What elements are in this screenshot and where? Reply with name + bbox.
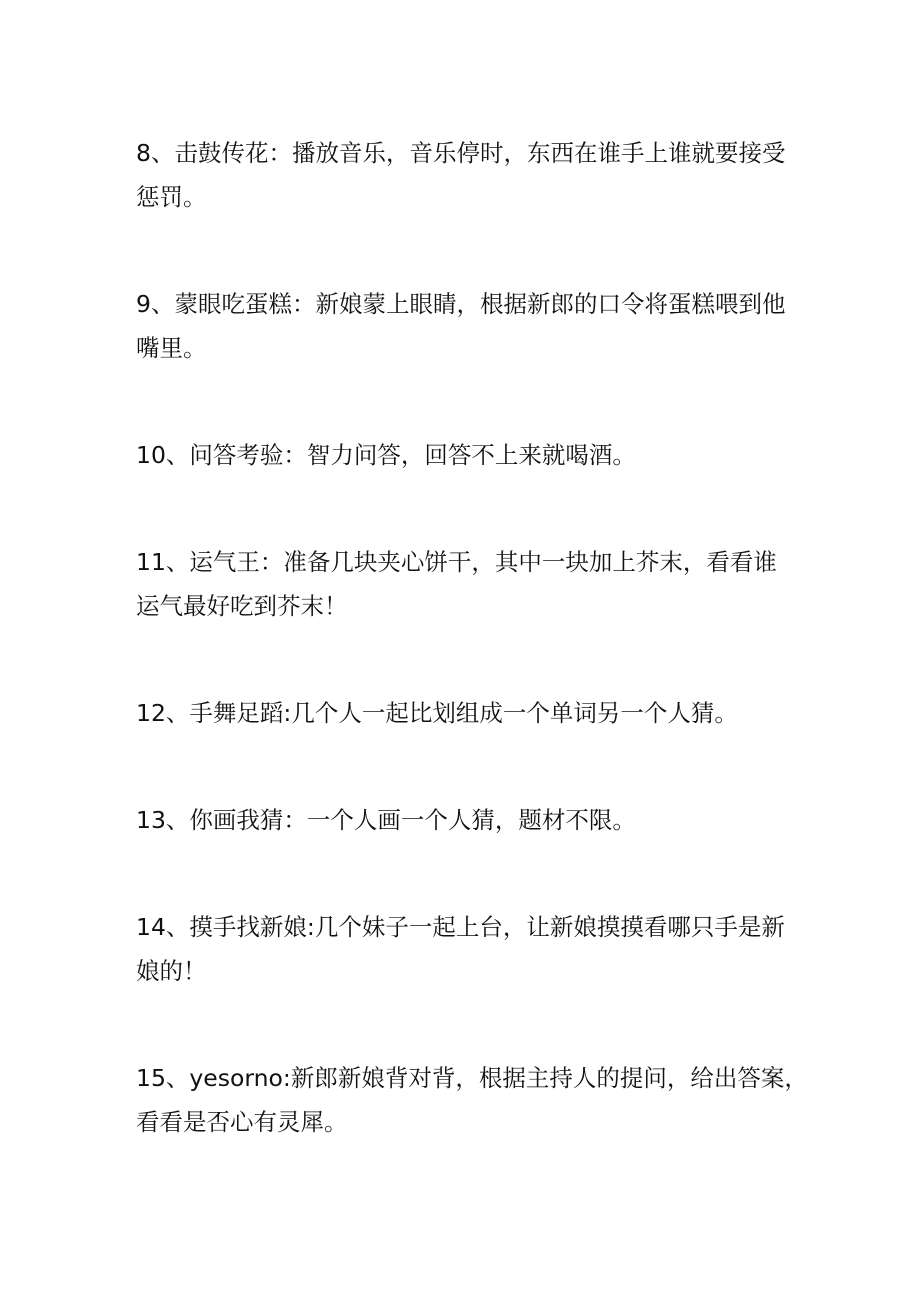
item-text-line: 娘的！ bbox=[136, 957, 207, 985]
list-item bbox=[136, 691, 816, 735]
list-item bbox=[136, 540, 816, 628]
item-text-line: 8、击鼓传花：播放音乐，音乐停时，东西在谁手上谁就要接受 bbox=[136, 139, 786, 167]
item-text-line: 9、蒙眼吃蛋糕：新娘蒙上眼睛，根据新郎的口令将蛋糕喂到他 bbox=[136, 290, 786, 318]
item-text-line: 嘴里。 bbox=[136, 334, 207, 362]
item-text-line: 14、摸手找新娘:几个妹子一起上台，让新娘摸摸看哪只手是新 bbox=[136, 913, 785, 941]
list-item bbox=[136, 131, 816, 219]
item-text-line: 惩罚。 bbox=[136, 183, 207, 211]
item-text-line: 12、手舞足蹈:几个人一起比划组成一个单词另一个人猜。 bbox=[136, 699, 738, 727]
item-text-line: 13、你画我猜：一个人画一个人猜，题材不限。 bbox=[136, 806, 636, 834]
list-item bbox=[136, 905, 816, 993]
list-item bbox=[136, 1056, 816, 1144]
game-list bbox=[136, 131, 816, 1207]
list-item bbox=[136, 798, 816, 842]
item-text-line: 看看是否心有灵犀。 bbox=[136, 1108, 348, 1136]
list-item bbox=[136, 282, 816, 370]
item-text-line: 11、运气王：准备几块夹心饼干，其中一块加上芥末，看看谁 bbox=[136, 548, 777, 576]
item-text-line: 运气最好吃到芥末！ bbox=[136, 592, 348, 620]
item-text-line: 15、yesorno:新郎新娘背对背，根据主持人的提问，给出答案， bbox=[136, 1064, 808, 1092]
list-item bbox=[136, 433, 816, 477]
item-text-line: 10、问答考验：智力问答，回答不上来就喝酒。 bbox=[136, 441, 636, 469]
